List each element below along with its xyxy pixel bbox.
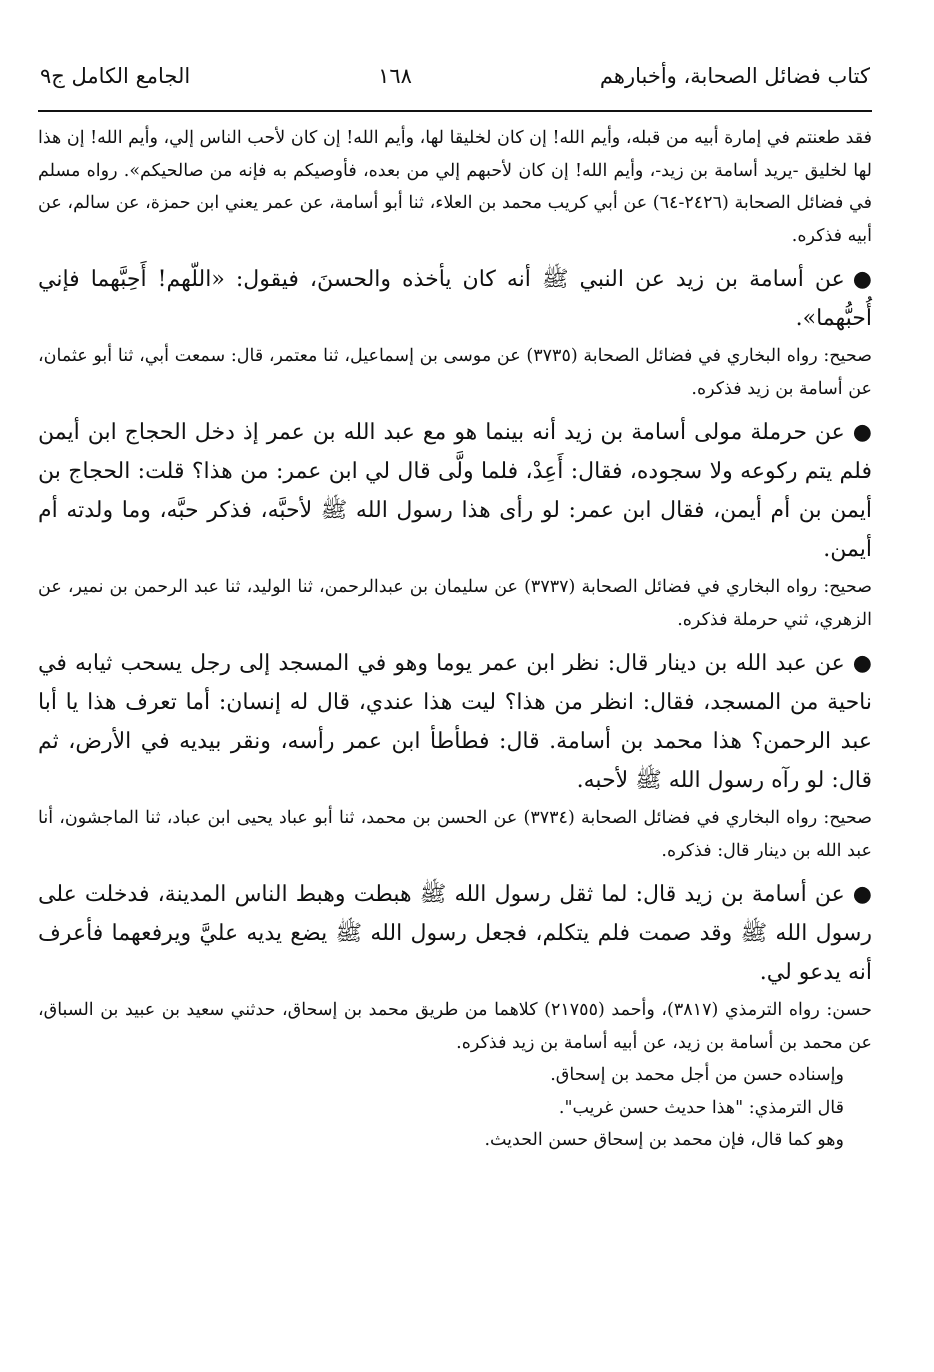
commentary-line: وهو كما قال، فإن محمد بن إسحاق حسن الحديث. bbox=[484, 1130, 844, 1150]
header-rule bbox=[38, 110, 872, 112]
page-number: ١٦٨ bbox=[378, 64, 412, 88]
bullet-icon: ● bbox=[852, 651, 872, 676]
book-title: كتاب فضائل الصحابة، وأخبارهم bbox=[599, 64, 870, 88]
grading-paragraph: صحيح: رواه البخاري في فضائل الصحابة (٣٧٣٤) عن الحسن بن محمد، ثنا أبو عباد يحيى ابن عباد، ثنا الماجشون، أنا عبد الله بن دينار قال: فذكره. bbox=[38, 808, 872, 861]
running-header bbox=[38, 60, 872, 100]
hadith-paragraph: ●عن أسامة بن زيد عن النبي ﷺ أنه كان يأخذه والحسنَ، فيقول: «اللّهم! أَحِبَّهما فإني أُحبُّهما». bbox=[38, 260, 872, 338]
book-page bbox=[38, 60, 872, 1157]
bullet-icon: ● bbox=[852, 267, 872, 292]
hadith-paragraph: ●عن أسامة بن زيد قال: لما ثقل رسول الله ﷺ هبطت وهبط الناس المدينة، فدخلت على رسول الله ﷺ وقد صمت فلم يتكلم، فجعل رسول الله ﷺ يضع يديه عليَّ ويرفعهما فأعرف أنه يدعو لي. bbox=[38, 875, 872, 992]
commentary-line: وإسناده حسن من أجل محمد بن إسحاق. bbox=[550, 1065, 844, 1085]
hadith-paragraph: ●عن عبد الله بن دينار قال: نظر ابن عمر يوما وهو في المسجد إلى رجل يسحب ثيابه في ناحية من المسجد، فقال: انظر من هذا؟ ليت هذا عندي، قال له إنسان: أما تعرف هذا يا أبا عبد الرحمن؟ هذا محمد بن أسامة. قال: فطأطأ ابن عمر رأسه، ونقر بيديه في الأرض، ثم قال: لو رآه رسول الله ﷺ لأحبه. bbox=[38, 644, 872, 800]
grading-paragraph: حسن: رواه الترمذي (٣٨١٧)، وأحمد (٢١٧٥٥) كلاهما من طريق محمد بن إسحاق، حدثني سعيد بن عبيد بن السباق، عن محمد بن أسامة بن زيد، عن أبيه أسامة بن زيد فذكره. bbox=[38, 1000, 872, 1053]
series-title: الجامع الكامل ج٩ bbox=[40, 64, 191, 88]
bullet-icon: ● bbox=[852, 882, 872, 907]
grading-paragraph: صحيح: رواه البخاري في فضائل الصحابة (٣٧٣٧) عن سليمان بن عبدالرحمن، ثنا الوليد، ثنا عبد الرحمن بن نمير، عن الزهري، ثني حرملة فذكره. bbox=[38, 577, 872, 630]
page-body bbox=[38, 122, 872, 1157]
commentary-line: قال الترمذي: "هذا حديث حسن غريب". bbox=[558, 1097, 844, 1118]
grading-paragraph: صحيح: رواه البخاري في فضائل الصحابة (٣٧٣٥) عن موسى بن إسماعيل، ثنا معتمر، قال: سمعت أبي، ثنا أبو عثمان، عن أسامة بن زيد فذكره. bbox=[38, 346, 872, 399]
paragraph-continuation: فقد طعنتم في إمارة أبيه من قبله، وأيم الله! إن كان لخليقا لها، وأيم الله! إن كان لأحب الناس إلي، وأيم الله! إن هذا لها لخليق -يريد أسامة بن زيد-، وأيم الله! إن كان لأحبهم إلي من بعده، فأوصيكم به فإنه من صالحيكم». رواه مسلم في فضائل الصحابة (٢٤٢٦-٦٤) عن أبي كريب محمد بن العلاء، ثنا أبو أسامة، عن عمر يعني ابن حمزة، عن سالم، عن أبيه فذكره. bbox=[38, 128, 872, 246]
hadith-paragraph: ●عن حرملة مولى أسامة بن زيد أنه بينما هو مع عبد الله بن عمر إذ دخل الحجاج ابن أيمن فلم يتم ركوعه ولا سجوده، فقال: أَعِدْ، فلما ولَّى قال لي ابن عمر: من هذا؟ قلت: الحجاج بن أيمن بن أم أيمن، فقال ابن عمر: لو رأى هذا رسول الله ﷺ لأحبَّه، فذكر حبَّه، وما ولدته أم أيمن. bbox=[38, 413, 872, 569]
bullet-icon: ● bbox=[852, 420, 872, 445]
